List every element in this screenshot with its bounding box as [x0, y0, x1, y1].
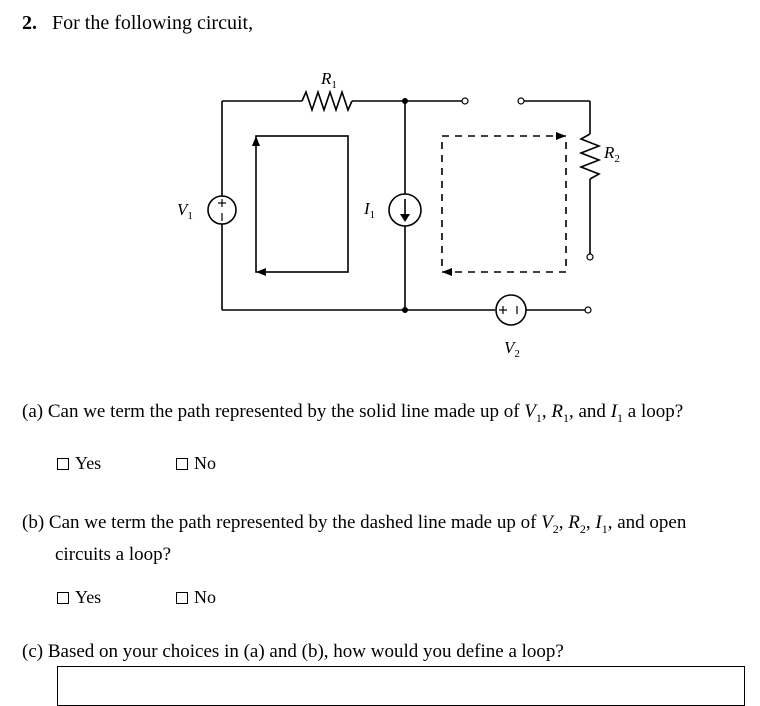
label-i1: $I_1$: [364, 199, 376, 221]
terminal-open-2: [518, 98, 524, 104]
terminal-open-1: [462, 98, 468, 104]
solid-loop-arrow-up: [252, 136, 260, 146]
label-r2: $R_2$: [604, 143, 620, 165]
label-v2: $V_2$: [504, 338, 520, 360]
resistor-r1: [302, 92, 352, 110]
checkbox-yes-b[interactable]: [57, 592, 69, 604]
part-b-no-option[interactable]: No: [176, 587, 216, 608]
current-arrow-head: [400, 214, 410, 222]
checkbox-no-b[interactable]: [176, 592, 188, 604]
terminal-open-3: [587, 254, 593, 260]
junction-bottom: [402, 307, 408, 313]
part-c-question: (c) Based on your choices in (a) and (b), how would you define a loop?: [22, 641, 564, 662]
checkbox-yes-a[interactable]: [57, 458, 69, 470]
question-number: 2.: [22, 12, 37, 34]
part-b-question-line2: circuits a loop?: [55, 544, 172, 565]
part-a-no-option[interactable]: No: [176, 453, 216, 474]
dashed-loop-path: [442, 136, 566, 272]
junction-top: [402, 98, 408, 104]
part-a-yes-option[interactable]: Yes: [57, 453, 101, 474]
label-v1: $V_1$: [177, 200, 193, 222]
resistor-r2: [581, 134, 599, 179]
label-r1: $R_1$: [321, 69, 337, 91]
question-title: For the following circuit,: [52, 12, 254, 34]
solid-loop-arrow-left: [256, 268, 266, 276]
part-b-yes-option[interactable]: Yes: [57, 587, 101, 608]
checkbox-no-a[interactable]: [176, 458, 188, 470]
dashed-loop-arrow-left: [442, 268, 452, 276]
solid-loop-path: [256, 136, 348, 272]
terminal-open-4: [585, 307, 591, 313]
answer-box-c[interactable]: [57, 666, 745, 706]
dashed-loop-arrow-right: [556, 132, 566, 140]
part-b-question: (b) Can we term the path represented by the dashed line made up of $V_2$, $R_2$, $I_1$, and open: [22, 512, 687, 536]
part-a-question: (a) Can we term the path represented by the solid line made up of $V_1$, $R_1$, and $I_1$ a loop?: [22, 401, 684, 425]
